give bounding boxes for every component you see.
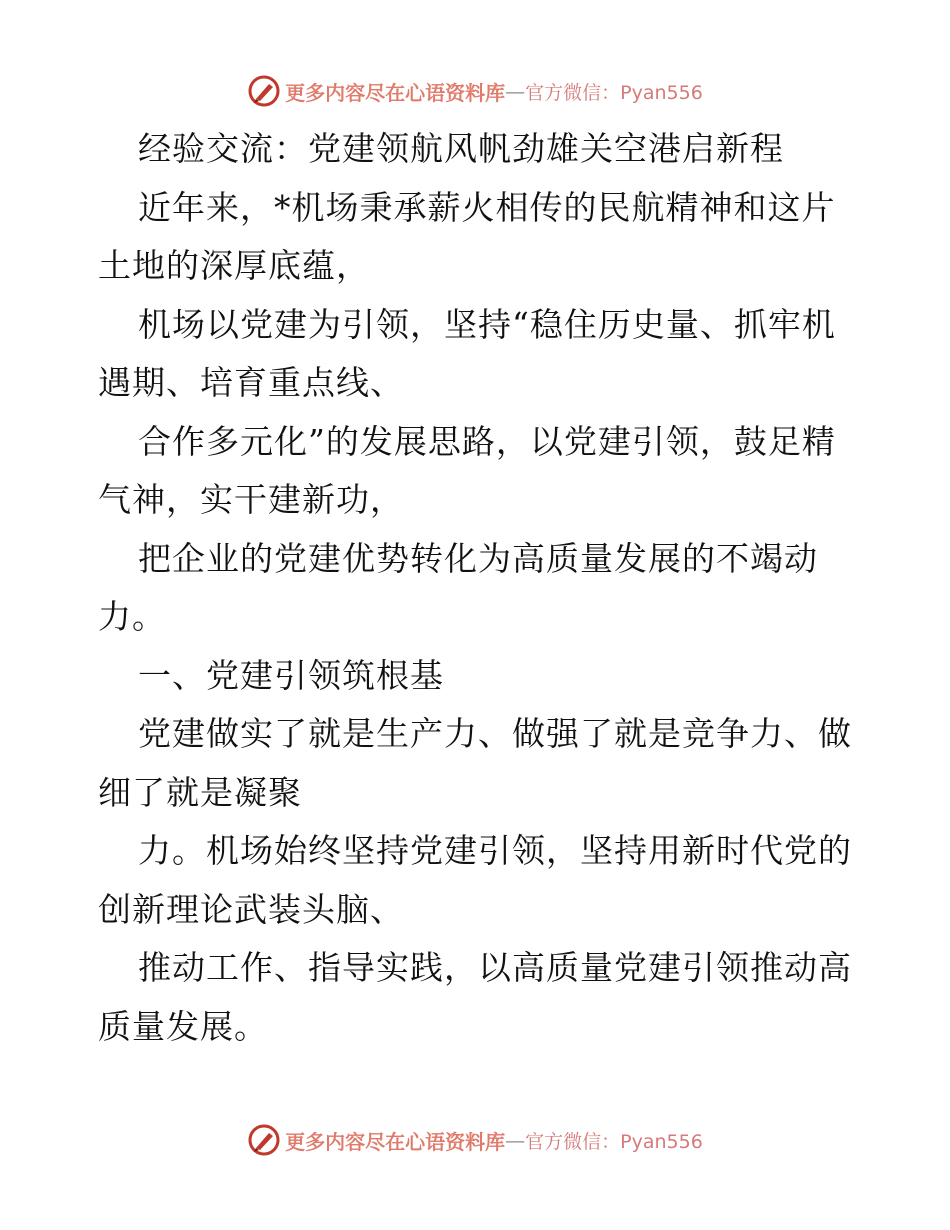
paragraph-7: 推动工作、指导实践，以高质量党建引领推动高质量发展。 (98, 948, 852, 1046)
watermark-wechat: 官方微信：Pyan556 (525, 81, 703, 104)
paragraph-2: 机场以党建为引领，坚持“稳住历史量、抓牢机遇期、培育重点线、 (98, 304, 836, 402)
watermark-separator: — (505, 79, 526, 103)
document-title: 经验交流：党建领航风帆劲雄关空港启新程 (138, 129, 784, 168)
paragraph-5: 党建做实了就是生产力、做强了就是竞争力、做细了就是凝聚 (98, 714, 852, 812)
paragraph-3: 合作多元化”的发展思路，以党建引领，鼓足精气神，实干建新功， (98, 421, 836, 519)
paragraph-6: 力。机场始终坚持党建引领，坚持用新时代党的创新理论武装头脑、 (98, 831, 852, 929)
footer-watermark (0, 1120, 950, 1160)
pen-logo-icon (247, 1123, 281, 1157)
paragraph-4: 把企业的党建优势转化为高质量发展的不竭动力。 (98, 538, 818, 636)
watermark-text: 更多内容尽在心语资料库 (285, 1129, 506, 1154)
watermark-text: 更多内容尽在心语资料库 (285, 80, 506, 105)
pen-logo-icon (247, 74, 281, 108)
watermark-wechat: 官方微信：Pyan556 (525, 1130, 703, 1153)
header-watermark (0, 71, 950, 111)
section-heading: 一、党建引领筑根基 (138, 655, 444, 695)
watermark-separator: — (505, 1128, 526, 1152)
paragraph-1: 近年来，*机场秉承薪火相传的民航精神和这片土地的深厚底蕴， (98, 187, 836, 285)
document-body (98, 120, 858, 1056)
